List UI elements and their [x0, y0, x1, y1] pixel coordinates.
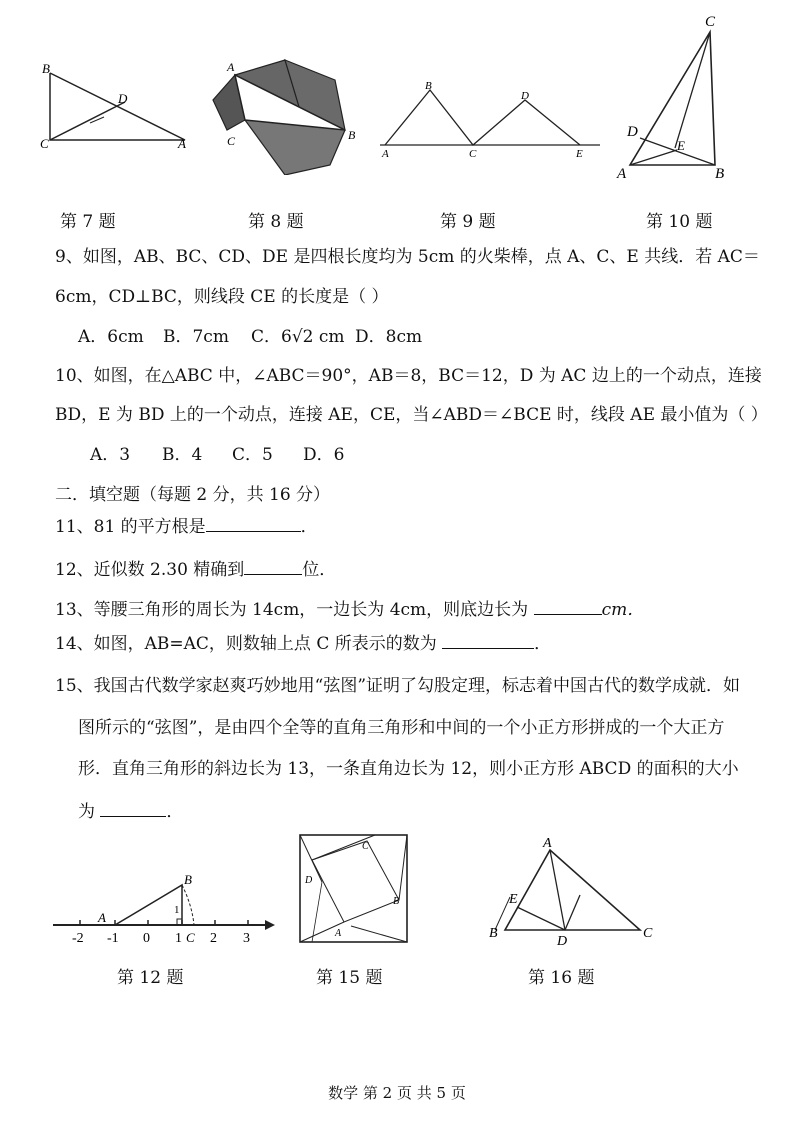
q10-option-d: D．6: [303, 445, 345, 465]
fig10-label-a: A: [617, 166, 627, 182]
q15-line2: 图所示的“弦图”，是由四个全等的直角三角形和中间的一个小正方形拼成的一个大正方: [78, 718, 725, 738]
q14-answer-blank[interactable]: [442, 630, 534, 649]
fig7-label-d: D: [118, 91, 128, 106]
q10-line2: BD，E 为 BD 上的一个动点，连接 AE，CE，当∠ABD＝∠BCE 时，线段 AE 最小值为（ ）: [55, 405, 768, 425]
q13: [55, 596, 644, 622]
q15-line1: 15、我国古代数学家赵爽巧妙地用“弦图”证明了勾股定理，标志着中国古代的数学成就．如: [55, 676, 741, 696]
caption-fig12: 第 12 题: [117, 968, 184, 988]
fig7-label-a: A: [178, 136, 186, 151]
q14: [55, 630, 551, 656]
caption-fig8: 第 8 题: [248, 212, 304, 232]
q12-text: 12、近似数 2.30 精确到: [55, 560, 245, 580]
fig9-label-e: E: [576, 148, 583, 160]
q15-post: ．: [166, 802, 184, 822]
figure-10: [605, 10, 745, 185]
q14-post: ．: [534, 634, 552, 654]
caption-fig7: 第 7 题: [60, 212, 116, 232]
fig9-label-b: B: [425, 80, 432, 92]
fig8-label-c: C: [227, 134, 236, 148]
caption-fig10: 第 10 题: [646, 212, 713, 232]
figure-8: [205, 55, 365, 175]
section2-title: 二．填空题（每题 2 分，共 16 分）: [55, 485, 331, 505]
fig8-label-a: A: [227, 60, 235, 74]
caption-fig9: 第 9 题: [440, 212, 496, 232]
figure-7: [30, 55, 200, 160]
q12-post: 位．: [302, 560, 337, 580]
fig12-tick-1: 1: [175, 931, 182, 946]
q15-line3: 形．直角三角形的斜边长为 13，一条直角边长为 12，则小正方形 ABCD 的面积的大小: [78, 759, 739, 779]
caption-fig15: 第 15 题: [316, 968, 383, 988]
q9-option-d: D．8cm: [355, 327, 423, 347]
q11-answer-blank[interactable]: [206, 513, 301, 532]
q15-answer-blank[interactable]: [100, 798, 166, 817]
fig12-tick-0: 0: [143, 931, 150, 946]
fig12-tick-2: 2: [210, 931, 217, 946]
fig10-label-c: C: [705, 14, 716, 30]
q9-line1: 9、如图，AB、BC、CD、DE 是四根长度均为 5cm 的火柴棒，点 A、C、E 共线．若 AC＝: [55, 247, 760, 267]
fig9-label-a: A: [382, 148, 389, 160]
q12-answer-blank[interactable]: [244, 556, 302, 575]
q13-post: cm．: [601, 600, 645, 620]
q9-line2: 6cm，CD⊥BC，则线段 CE 的长度是（ ）: [55, 287, 389, 307]
q9-option-c: C．6√2 cm: [251, 327, 345, 347]
fig16-label-b: B: [489, 926, 498, 941]
q11: [55, 513, 318, 539]
figure-9: [375, 75, 605, 160]
q9-option-b: B．7cm: [163, 327, 229, 347]
q13-text: 13、等腰三角形的周长为 14cm，一边长为 4cm，则底边长为: [55, 600, 529, 620]
fig8-label-b: B: [348, 128, 356, 142]
fig12-label-1: 1: [174, 904, 180, 916]
fig12-tick-neg2: -2: [72, 931, 84, 946]
fig7-label-b: B: [42, 61, 50, 76]
q9-option-a: A．6cm: [78, 327, 144, 347]
fig16-label-d: D: [557, 934, 568, 949]
q10-option-a: A．3: [90, 445, 131, 465]
q10-line1: 10、如图，在△ABC 中，∠ABC＝90°，AB＝8，BC＝12，D 为 AC 边上的一个动点，连接: [55, 366, 762, 386]
q11-text: 11、81 的平方根是: [55, 517, 206, 537]
fig12-tick-neg1: -1: [107, 931, 119, 946]
caption-fig16: 第 16 题: [528, 968, 595, 988]
q15-line4: [78, 798, 183, 824]
q14-text: 14、如图，AB=AC，则数轴上点 C 所表示的数为: [55, 634, 437, 654]
q10-option-b: B．4: [162, 445, 203, 465]
q11-post: ．: [300, 517, 318, 537]
fig12-label-c: C: [186, 930, 195, 945]
q12: [55, 556, 336, 582]
fig9-label-c: C: [469, 148, 477, 160]
fig9-label-d: D: [521, 90, 529, 102]
fig10-label-e: E: [677, 138, 685, 153]
page-footer: 数学 第 2 页 共 5 页: [328, 1084, 466, 1102]
fig16-label-c: C: [643, 926, 653, 941]
fig12-label-a: A: [98, 910, 106, 925]
figure-15: [295, 830, 415, 950]
fig10-label-b: B: [715, 166, 725, 182]
q13-answer-blank[interactable]: [534, 596, 602, 615]
fig7-label-c: C: [40, 136, 49, 151]
figure-16: [485, 835, 660, 950]
figure-12: [50, 865, 275, 950]
q15-text-end: 为: [78, 802, 95, 822]
fig16-label-e: E: [509, 892, 518, 907]
q10-option-c: C．5: [232, 445, 273, 465]
fig12-tick-3: 3: [243, 931, 250, 946]
fig12-label-b: B: [184, 872, 192, 887]
fig15-label-d: D: [305, 875, 313, 886]
fig16-label-a: A: [543, 836, 552, 851]
fig15-label-a: A: [335, 928, 342, 939]
fig15-label-c: C: [362, 841, 369, 852]
fig15-label-b: B: [393, 896, 400, 907]
fig10-label-d: D: [627, 124, 638, 140]
